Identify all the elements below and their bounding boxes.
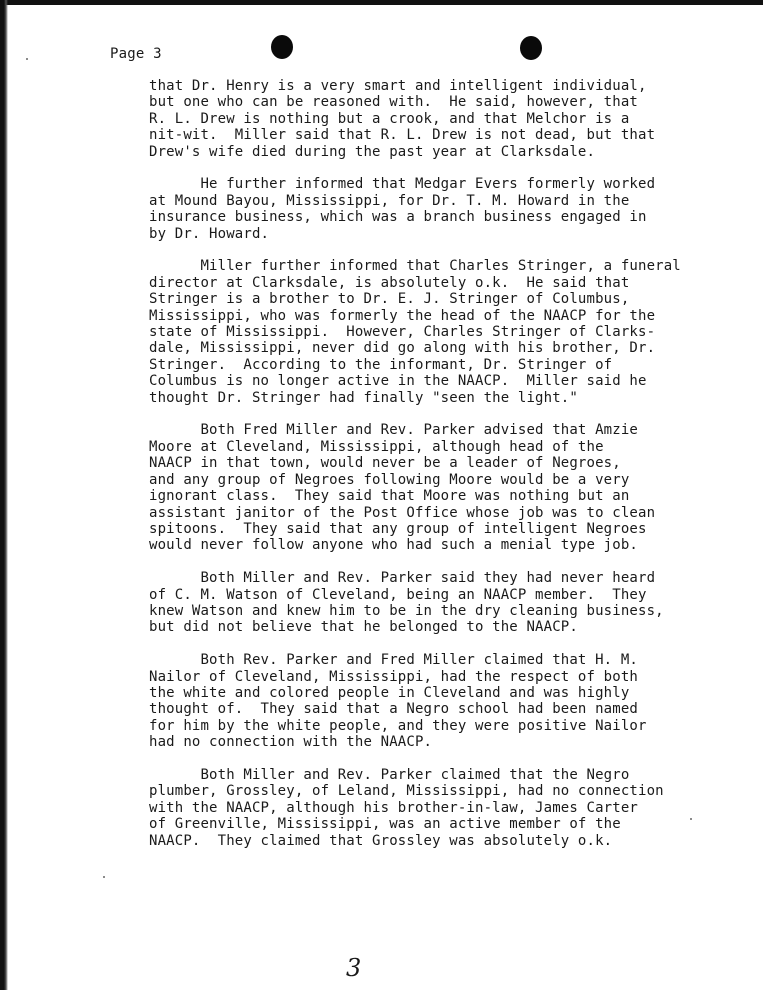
scan-speck (103, 876, 105, 878)
punch-hole-right (520, 36, 542, 60)
scan-speck (26, 58, 28, 60)
scan-left-edge (0, 0, 8, 990)
document-body (149, 78, 709, 849)
page-label: Page 3 (110, 46, 162, 62)
scan-speck (690, 818, 692, 820)
paragraph-4: Both Fred Miller and Rev. Parker advised that Amzie Moore at Cleveland, Mississippi, although head of the NAACP in that town, would never be a leader of Negroes, and any group of Negroes following Moore would be a very ignorant class. They said that Moore was nothing but an assistant janitor of the Post Office whose job was to clean spitoons. They said that any group of intelligent Negroes would never follow anyone who had such a menial type job. (149, 422, 656, 554)
paragraph-2: He further informed that Medgar Evers formerly worked at Mound Bayou, Mississippi, for Dr. T. M. Howard in the insurance business, which was a branch business engaged in by Dr. Howard. (149, 176, 656, 242)
paragraph-1: that Dr. Henry is a very smart and intelligent individual, but one who can be reasoned with. He said, however, that R. L. Drew is nothing but a crook, and that Melchor is a nit-wit. Miller said that R. L. Drew is not dead, but that Drew's wife died during the past year at Clarksdale. (149, 78, 656, 160)
punch-hole-left (271, 35, 293, 59)
paragraph-6: Both Rev. Parker and Fred Miller claimed that H. M. Nailor of Cleveland, Mississippi, had the respect of both the white and colored people in Cleveland and was highly thought of. They said that a Negro school had been named for him by the white people, and they were positive Nailor had no connection with the NAACP. (149, 652, 647, 751)
handwritten-page-number: 3 (346, 954, 362, 982)
paragraph-5: Both Miller and Rev. Parker said they had never heard of C. M. Watson of Cleveland, being an NAACP member. They knew Watson and knew him to be in the dry cleaning business, but did not believe that he belonged to the NAACP. (149, 570, 664, 636)
paragraph-7: Both Miller and Rev. Parker claimed that the Negro plumber, Grossley, of Leland, Mississippi, had no connection with the NAACP, although his brother-in-law, James Carter of Greenville, Mississippi, was an active member of the NAACP. They claimed that Grossley was absolutely o.k. (149, 766, 664, 849)
paragraph-3: Miller further informed that Charles Stringer, a funeral director at Clarksdale, is absolutely o.k. He said that Stringer is a brother to Dr. E. J. Stringer of Columbus, Mississippi, who was formerly the head of the NAACP for the state of Mississippi. However, Charles Stringer of Clarks- dale, Mississippi, never did go along with his brother, Dr. Stringer. According to the informant, Dr. Stringer of Columbus is no longer active in the NAACP. Miller said he thought Dr. Stringer had finally "seen the light." (149, 258, 681, 406)
scan-top-edge (0, 0, 763, 5)
